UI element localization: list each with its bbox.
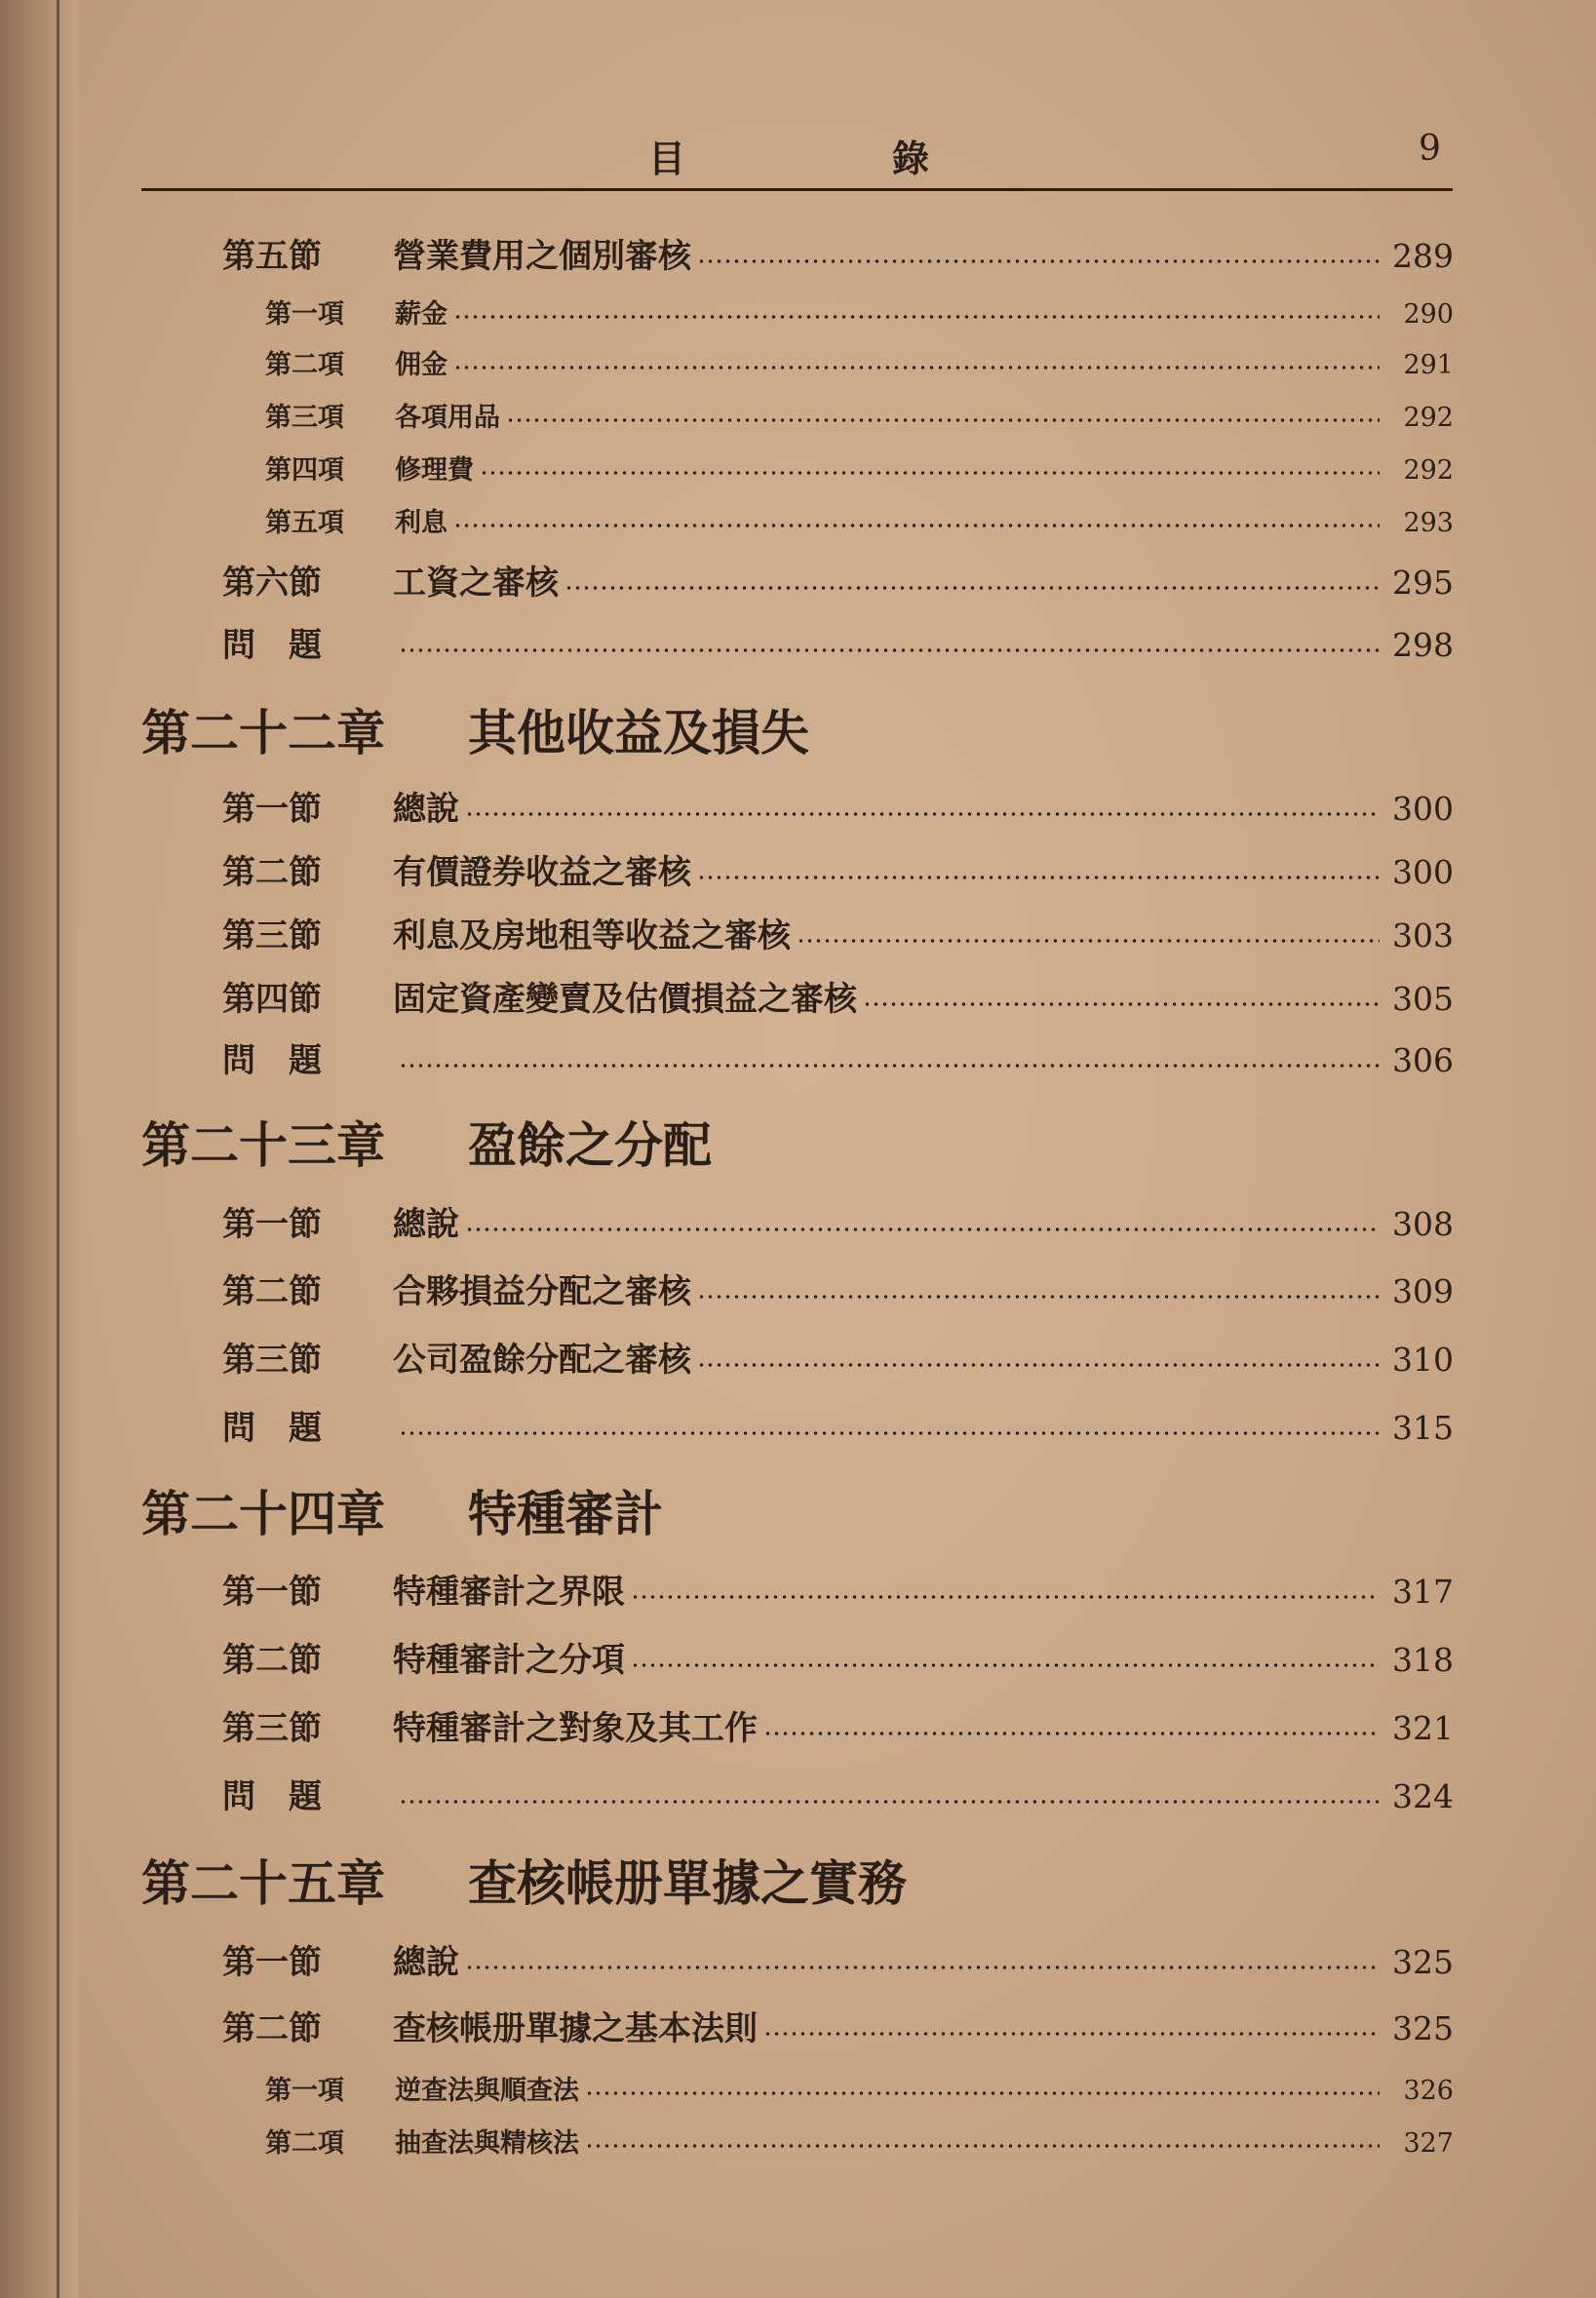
- entry-page: 317: [1392, 1573, 1454, 1611]
- entry-title: 總說: [393, 790, 459, 829]
- leader-dots: [399, 1800, 1380, 1804]
- entry-page: 305: [1392, 980, 1454, 1018]
- entry-title: 公司盈餘分配之審核: [393, 1341, 691, 1380]
- entry-page: 295: [1392, 564, 1454, 602]
- entry-label: 第三節: [222, 1709, 322, 1748]
- entry-title: 特種審計之分項: [393, 1641, 625, 1680]
- chapter-label: 第二十三章: [141, 1116, 385, 1174]
- entry-label: 第二節: [222, 1641, 322, 1680]
- leader-dots: [453, 366, 1380, 370]
- entry-title: 修理費: [395, 455, 474, 486]
- toc-item-entry: [265, 292, 1454, 331]
- chapter-title: 特種審計: [468, 1485, 663, 1542]
- toc-item-entry: [265, 2069, 1454, 2107]
- entry-label: 第六節: [222, 564, 322, 603]
- entry-page: 325: [1392, 1943, 1454, 1981]
- entry-label: 第一節: [222, 790, 322, 829]
- entry-label: 第二項: [265, 350, 344, 380]
- entry-label: 第一節: [222, 1205, 322, 1244]
- toc-questions-entry: [222, 618, 1454, 666]
- leader-dots: [697, 1363, 1380, 1367]
- entry-title: 合夥損益分配之審核: [393, 1272, 691, 1311]
- entry-page: 293: [1403, 508, 1454, 538]
- toc-section-entry: [222, 1935, 1454, 1983]
- leader-dots: [763, 2032, 1380, 2036]
- entry-page: 325: [1392, 2009, 1454, 2047]
- entry-label: 第二節: [222, 853, 322, 892]
- leader-dots: [697, 259, 1380, 263]
- toc-questions-entry: [222, 1770, 1454, 1817]
- entry-label: 第五項: [265, 508, 344, 538]
- toc-questions-entry: [222, 1033, 1454, 1081]
- entry-title: 利息及房地租等收益之審核: [393, 916, 791, 955]
- entry-page: 292: [1403, 403, 1454, 433]
- entry-title: 各項用品: [395, 403, 500, 433]
- leader-dots: [399, 648, 1380, 652]
- toc-item-entry: [265, 501, 1454, 539]
- toc-section-entry: [222, 229, 1454, 277]
- entry-page: 318: [1392, 1641, 1454, 1679]
- entry-page: 300: [1392, 853, 1454, 891]
- toc-section-entry: [222, 1701, 1454, 1749]
- leader-dots: [797, 939, 1380, 943]
- entry-title: 佣金: [395, 350, 448, 380]
- entry-title: 抽查法與精核法: [395, 2128, 579, 2159]
- leader-dots: [399, 1064, 1380, 1068]
- leader-dots: [631, 1663, 1380, 1667]
- toc-section-entry: [222, 1333, 1454, 1381]
- leader-dots: [480, 471, 1380, 475]
- entry-page: 310: [1392, 1341, 1454, 1379]
- entry-label: 第一項: [265, 299, 344, 330]
- entry-title: 總說: [393, 1943, 459, 1982]
- toc-item-entry: [265, 343, 1454, 381]
- entry-label: 第三項: [265, 403, 344, 433]
- leader-dots: [564, 586, 1380, 590]
- header-title-left: 目: [648, 136, 686, 180]
- toc-chapter-heading: [141, 694, 809, 764]
- entry-title: 特種審計之對象及其工作: [393, 1709, 758, 1748]
- chapter-label: 第二十五章: [141, 1854, 385, 1912]
- entry-label: 第三節: [222, 916, 322, 955]
- entry-page: 290: [1403, 299, 1454, 330]
- toc-section-entry: [222, 1265, 1454, 1312]
- header-title-right: 錄: [892, 136, 930, 180]
- leader-dots: [453, 524, 1380, 527]
- leader-dots: [631, 1595, 1380, 1599]
- leader-dots: [697, 1295, 1380, 1299]
- toc-chapter-heading: [141, 1475, 663, 1545]
- entry-title: 逆查法與順查法: [395, 2076, 579, 2106]
- leader-dots: [465, 1966, 1380, 1969]
- toc-section-entry: [222, 972, 1454, 1020]
- entry-page: 326: [1403, 2076, 1454, 2106]
- entry-label: 第二項: [265, 2128, 344, 2159]
- entry-label: 第五節: [222, 237, 322, 276]
- leader-dots: [763, 1732, 1380, 1735]
- entry-page: 315: [1392, 1409, 1454, 1447]
- leader-dots: [585, 2091, 1380, 2095]
- entry-page: 308: [1392, 1205, 1454, 1243]
- toc-section-entry: [222, 782, 1454, 830]
- entry-page: 289: [1392, 237, 1454, 275]
- toc-section-entry: [222, 1197, 1454, 1245]
- entry-label: 第四節: [222, 980, 322, 1019]
- entry-label: 第一節: [222, 1573, 322, 1612]
- entry-title: 工資之審核: [393, 564, 559, 603]
- toc-section-entry: [222, 2002, 1454, 2049]
- entry-label: 第四項: [265, 455, 344, 486]
- toc-chapter-heading: [141, 1845, 907, 1915]
- chapter-label: 第二十四章: [141, 1485, 385, 1542]
- entry-label: 第三節: [222, 1341, 322, 1380]
- toc-chapter-heading: [141, 1107, 712, 1177]
- toc-section-entry: [222, 556, 1454, 604]
- entry-title: 查核帳册單據之基本法則: [393, 2009, 758, 2048]
- toc-section-entry: [222, 845, 1454, 893]
- entry-label: 問 題: [222, 626, 322, 665]
- toc-section-entry: [222, 909, 1454, 956]
- leader-dots: [453, 315, 1380, 319]
- entry-page: 298: [1392, 626, 1454, 664]
- chapter-title: 查核帳册單據之實務: [468, 1854, 907, 1912]
- entry-page: 327: [1403, 2128, 1454, 2159]
- entry-title: 固定資產變賣及估價損益之審核: [393, 980, 857, 1019]
- toc-item-entry: [265, 396, 1454, 434]
- entry-page: 321: [1392, 1709, 1454, 1747]
- entry-title: 薪金: [395, 299, 448, 330]
- leader-dots: [863, 1002, 1380, 1006]
- chapter-title: 其他收益及損失: [468, 704, 809, 761]
- entry-label: 問 題: [222, 1409, 322, 1448]
- entry-page: 309: [1392, 1272, 1454, 1310]
- entry-page: 324: [1392, 1777, 1454, 1815]
- entry-label: 第一節: [222, 1943, 322, 1982]
- entry-page: 291: [1403, 350, 1454, 380]
- entry-title: 特種審計之界限: [393, 1573, 625, 1612]
- entry-label: 第二節: [222, 1272, 322, 1311]
- toc-section-entry: [222, 1633, 1454, 1681]
- header-page-number: 9: [1419, 129, 1441, 169]
- entry-page: 306: [1392, 1041, 1454, 1079]
- entry-title: 有價證券收益之審核: [393, 853, 691, 892]
- leader-dots: [465, 812, 1380, 816]
- entry-label: 第一項: [265, 2076, 344, 2106]
- leader-dots: [399, 1431, 1380, 1435]
- chapter-label: 第二十二章: [141, 704, 385, 761]
- leader-dots: [465, 1227, 1380, 1231]
- toc-section-entry: [222, 1565, 1454, 1613]
- leader-dots: [697, 876, 1380, 879]
- entry-label: 第二節: [222, 2009, 322, 2048]
- toc-questions-entry: [222, 1401, 1454, 1449]
- entry-page: 292: [1403, 455, 1454, 486]
- toc-item-entry: [265, 2122, 1454, 2160]
- entry-title: 總說: [393, 1205, 459, 1244]
- leader-dots: [506, 418, 1380, 422]
- entry-title: 營業費用之個別審核: [393, 237, 691, 276]
- chapter-title: 盈餘之分配: [468, 1116, 712, 1174]
- entry-page: 303: [1392, 916, 1454, 954]
- entry-label: 問 題: [222, 1777, 322, 1816]
- entry-page: 300: [1392, 790, 1454, 828]
- entry-label: 問 題: [222, 1041, 322, 1080]
- leader-dots: [585, 2144, 1380, 2148]
- toc-item-entry: [265, 448, 1454, 487]
- entry-title: 利息: [395, 508, 448, 538]
